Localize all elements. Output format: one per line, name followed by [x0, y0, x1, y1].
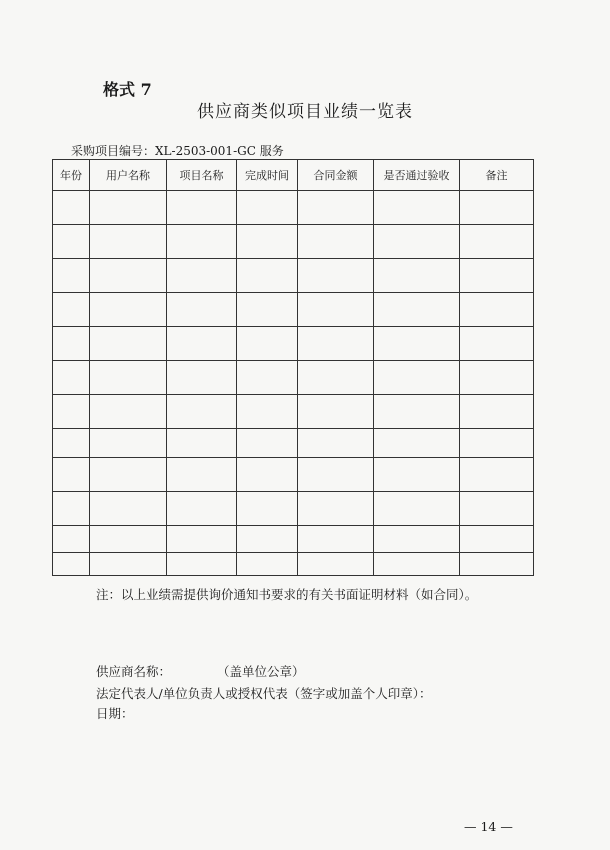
table-cell[interactable] [298, 458, 374, 492]
table-cell[interactable] [460, 395, 534, 429]
header-remarks: 备注 [460, 160, 534, 191]
table-cell[interactable] [53, 293, 90, 327]
table-cell[interactable] [167, 225, 237, 259]
table-cell[interactable] [460, 361, 534, 395]
performance-table [52, 159, 534, 576]
table-cell[interactable] [298, 492, 374, 526]
table-cell[interactable] [167, 429, 237, 458]
table-cell[interactable] [167, 361, 237, 395]
table-cell[interactable] [90, 526, 167, 553]
table-cell[interactable] [374, 361, 460, 395]
table-cell[interactable] [374, 553, 460, 576]
table-row [53, 293, 534, 327]
table-cell[interactable] [90, 458, 167, 492]
table-cell[interactable] [53, 259, 90, 293]
table-cell[interactable] [237, 458, 298, 492]
table-cell[interactable] [237, 395, 298, 429]
table-cell[interactable] [53, 395, 90, 429]
table-cell[interactable] [53, 191, 90, 225]
table-cell[interactable] [90, 293, 167, 327]
table-row [53, 395, 534, 429]
supplier-name-label: 供应商名称： [96, 664, 172, 679]
table-body [53, 191, 534, 576]
representative-line: 法定代表人/单位负责人或授权代表（签字或加盖个人印章）： [96, 686, 432, 701]
table-row [53, 191, 534, 225]
table-cell[interactable] [298, 327, 374, 361]
table-cell[interactable] [90, 492, 167, 526]
header-year: 年份 [53, 160, 90, 191]
table-cell[interactable] [460, 458, 534, 492]
table-row [53, 526, 534, 553]
table-cell[interactable] [237, 225, 298, 259]
table-cell[interactable] [298, 526, 374, 553]
table-row [53, 429, 534, 458]
header-contract-amount: 合同金额 [298, 160, 374, 191]
table-cell[interactable] [460, 327, 534, 361]
table-cell[interactable] [374, 395, 460, 429]
table-cell[interactable] [374, 327, 460, 361]
table-cell[interactable] [374, 526, 460, 553]
table-cell[interactable] [460, 429, 534, 458]
table-cell[interactable] [374, 191, 460, 225]
format-label: 格式 7 [103, 80, 152, 99]
table-cell[interactable] [237, 526, 298, 553]
table-cell[interactable] [90, 327, 167, 361]
table-cell[interactable] [374, 492, 460, 526]
page-number: — 14 — [464, 819, 513, 834]
table-cell[interactable] [298, 225, 374, 259]
table-cell[interactable] [237, 361, 298, 395]
table-cell[interactable] [90, 553, 167, 576]
table-cell[interactable] [298, 293, 374, 327]
table-cell[interactable] [237, 327, 298, 361]
table-cell[interactable] [237, 191, 298, 225]
table-cell[interactable] [167, 293, 237, 327]
table-cell[interactable] [90, 361, 167, 395]
table-cell[interactable] [90, 259, 167, 293]
header-project-name: 项目名称 [167, 160, 237, 191]
table-cell[interactable] [374, 225, 460, 259]
table-cell[interactable] [53, 526, 90, 553]
table-row [53, 361, 534, 395]
performance-table-container [52, 159, 533, 576]
table-cell[interactable] [374, 429, 460, 458]
table-row [53, 553, 534, 576]
table-row [53, 492, 534, 526]
table-cell[interactable] [298, 361, 374, 395]
table-cell[interactable] [460, 526, 534, 553]
table-cell[interactable] [167, 492, 237, 526]
table-cell[interactable] [53, 492, 90, 526]
header-user-name: 用户名称 [90, 160, 167, 191]
table-cell[interactable] [167, 458, 237, 492]
table-cell[interactable] [53, 553, 90, 576]
table-cell[interactable] [298, 429, 374, 458]
table-row [53, 458, 534, 492]
table-cell[interactable] [460, 553, 534, 576]
table-cell[interactable] [298, 553, 374, 576]
table-cell[interactable] [460, 293, 534, 327]
table-cell[interactable] [167, 191, 237, 225]
table-cell[interactable] [237, 259, 298, 293]
table-cell[interactable] [167, 526, 237, 553]
project-number: 采购项目编号：XL-2503-001-GC 服务 [71, 144, 284, 158]
table-cell[interactable] [460, 191, 534, 225]
table-header-row [53, 160, 534, 191]
header-completion-time: 完成时间 [237, 160, 298, 191]
table-cell[interactable] [167, 259, 237, 293]
table-cell[interactable] [53, 361, 90, 395]
table-cell[interactable] [167, 327, 237, 361]
table-row [53, 259, 534, 293]
table-cell[interactable] [460, 225, 534, 259]
table-cell[interactable] [374, 259, 460, 293]
table-cell[interactable] [374, 458, 460, 492]
table-row [53, 327, 534, 361]
table-cell[interactable] [237, 429, 298, 458]
note-text: 注：以上业绩需提供询价通知书要求的有关书面证明材料（如合同）。 [96, 587, 478, 602]
table-cell[interactable] [298, 259, 374, 293]
table-cell[interactable] [53, 327, 90, 361]
document-title: 供应商类似项目业绩一览表 [197, 102, 413, 122]
supplier-name-line [96, 662, 305, 680]
table-cell[interactable] [460, 259, 534, 293]
table-cell[interactable] [298, 191, 374, 225]
table-cell[interactable] [374, 293, 460, 327]
table-cell[interactable] [53, 458, 90, 492]
table-cell[interactable] [53, 429, 90, 458]
supplier-seal-note: （盖单位公章） [217, 664, 305, 679]
table-cell[interactable] [167, 395, 237, 429]
table-cell[interactable] [298, 395, 374, 429]
table-row [53, 225, 534, 259]
table-cell[interactable] [237, 553, 298, 576]
table-cell[interactable] [53, 225, 90, 259]
table-cell[interactable] [460, 492, 534, 526]
table-cell[interactable] [90, 395, 167, 429]
table-cell[interactable] [167, 553, 237, 576]
date-line: 日期： [96, 706, 134, 721]
table-cell[interactable] [237, 293, 298, 327]
header-accepted: 是否通过验收 [374, 160, 460, 191]
table-cell[interactable] [90, 225, 167, 259]
table-cell[interactable] [237, 492, 298, 526]
table-cell[interactable] [90, 429, 167, 458]
table-cell[interactable] [90, 191, 167, 225]
